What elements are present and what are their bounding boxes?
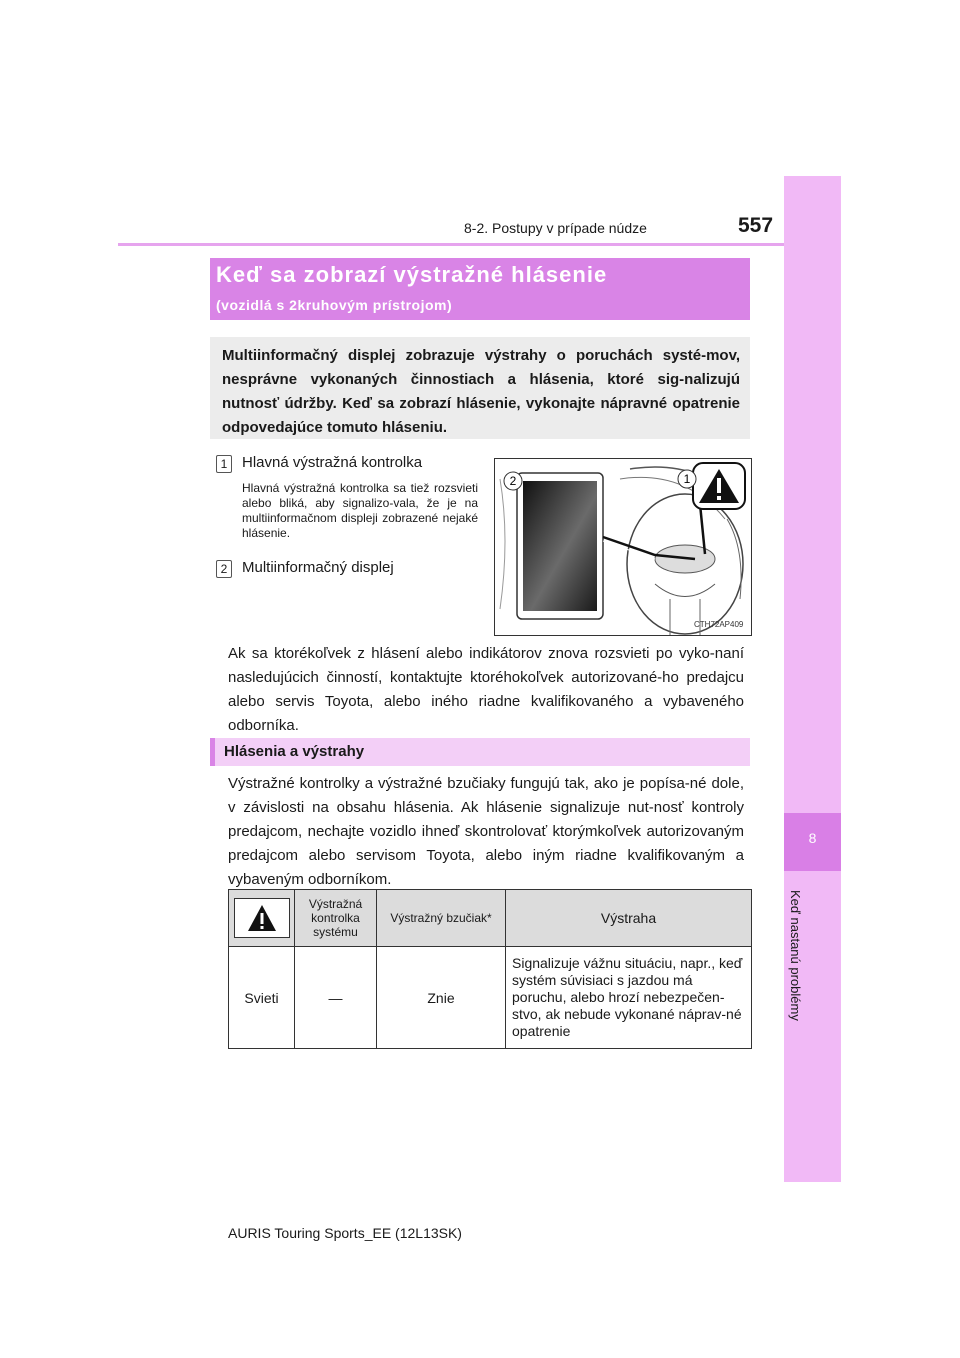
table-cell: Svieti	[229, 947, 295, 1048]
figure-callout-1: 1	[683, 472, 691, 486]
table-cell: Signalizuje vážnu situáciu, napr., keď systém súvisiaci s jazdou má poruchu, alebo hrozí nebezpečen-stvo, ak nebude vykonané náprav-né opatrenie	[512, 955, 743, 1039]
page-subtitle: (vozidlá s 2kruhovým prístrojom)	[216, 297, 453, 313]
header-rule	[118, 243, 841, 246]
page-number: 557	[738, 214, 774, 237]
warning-icon-frame	[234, 898, 290, 938]
page-title: Keď sa zobrazí výstražné hlásenie	[216, 262, 608, 287]
item-title: Multiinformačný displej	[242, 559, 394, 576]
table-header: Výstraha	[506, 890, 751, 947]
figure-code: CTH72AP409	[694, 620, 744, 629]
dashboard-illustration	[494, 458, 752, 636]
chapter-side-tab	[784, 176, 841, 1182]
dashboard-drawing	[495, 459, 751, 635]
chapter-label: Keď nastanú problémy	[788, 890, 803, 1021]
body-paragraph: Výstražné kontrolky a výstražné bzučiaky fungujú tak, ako je popísa-né dole, v závislosti na obsahu hlásenia. Ak hlásenie signalizuje nut-nosť kontroly predajcom, nechajte vozidlo ihneď skontrolovať ktorýmkoľvek autorizovaným predajcom alebo servisom Toyota, alebo iným riadne kvalifikovaným a vybaveným odborníkom.	[228, 775, 744, 888]
table-cell: —	[295, 947, 377, 1048]
warning-table	[228, 889, 752, 1049]
item-number-badge: 1	[216, 455, 232, 473]
item-description: Hlavná výstražná kontrolka sa tiež rozsvieti alebo bliká, aby signalizo-vala, že je na multiinformačnom displeji zobrazené nejaké hlásenie.	[242, 481, 478, 540]
table-cell: Znie	[377, 947, 506, 1048]
body-paragraph: Ak sa ktorékoľvek z hlásení alebo indikátorov znova rozsvieti po vyko-naní nasledujúcich činností, kontaktujte ktoréhokoľvek autorizované-ho predajcu alebo servis Toyota, alebo iného riadne kvalifikovaného a vybaveného odborníka.	[228, 645, 744, 734]
figure-callout-2: 2	[509, 474, 517, 488]
item-title: Hlavná výstražná kontrolka	[242, 454, 423, 471]
chapter-number: 8	[808, 830, 817, 846]
chapter-label-container	[760, 890, 866, 1030]
subsection-accent	[210, 738, 215, 766]
section-title: 8-2. Postupy v prípade núdze	[464, 220, 647, 236]
item-number-badge: 2	[216, 560, 232, 578]
footer-model: AURIS Touring Sports_EE (12L13SK)	[228, 1225, 462, 1241]
table-header: Výstražná kontrolka systému	[295, 890, 377, 947]
table-header-icon-cell	[229, 890, 295, 947]
intro-text: Multiinformačný displej zobrazuje výstrahy o poruchách systé-mov, nesprávne vykonaných činnostiach a hlásenia, ktoré sig-nalizujú nutnosť údržby. Keď sa zobrazí hlásenie, vykonajte nápravné opatrenie odpovedajúce tomuto hláseniu.	[222, 347, 740, 436]
table-header: Výstražný bzučiak*	[377, 890, 506, 947]
warning-triangle-icon	[247, 904, 277, 932]
subsection-title: Hlásenia a výstrahy	[224, 743, 365, 760]
